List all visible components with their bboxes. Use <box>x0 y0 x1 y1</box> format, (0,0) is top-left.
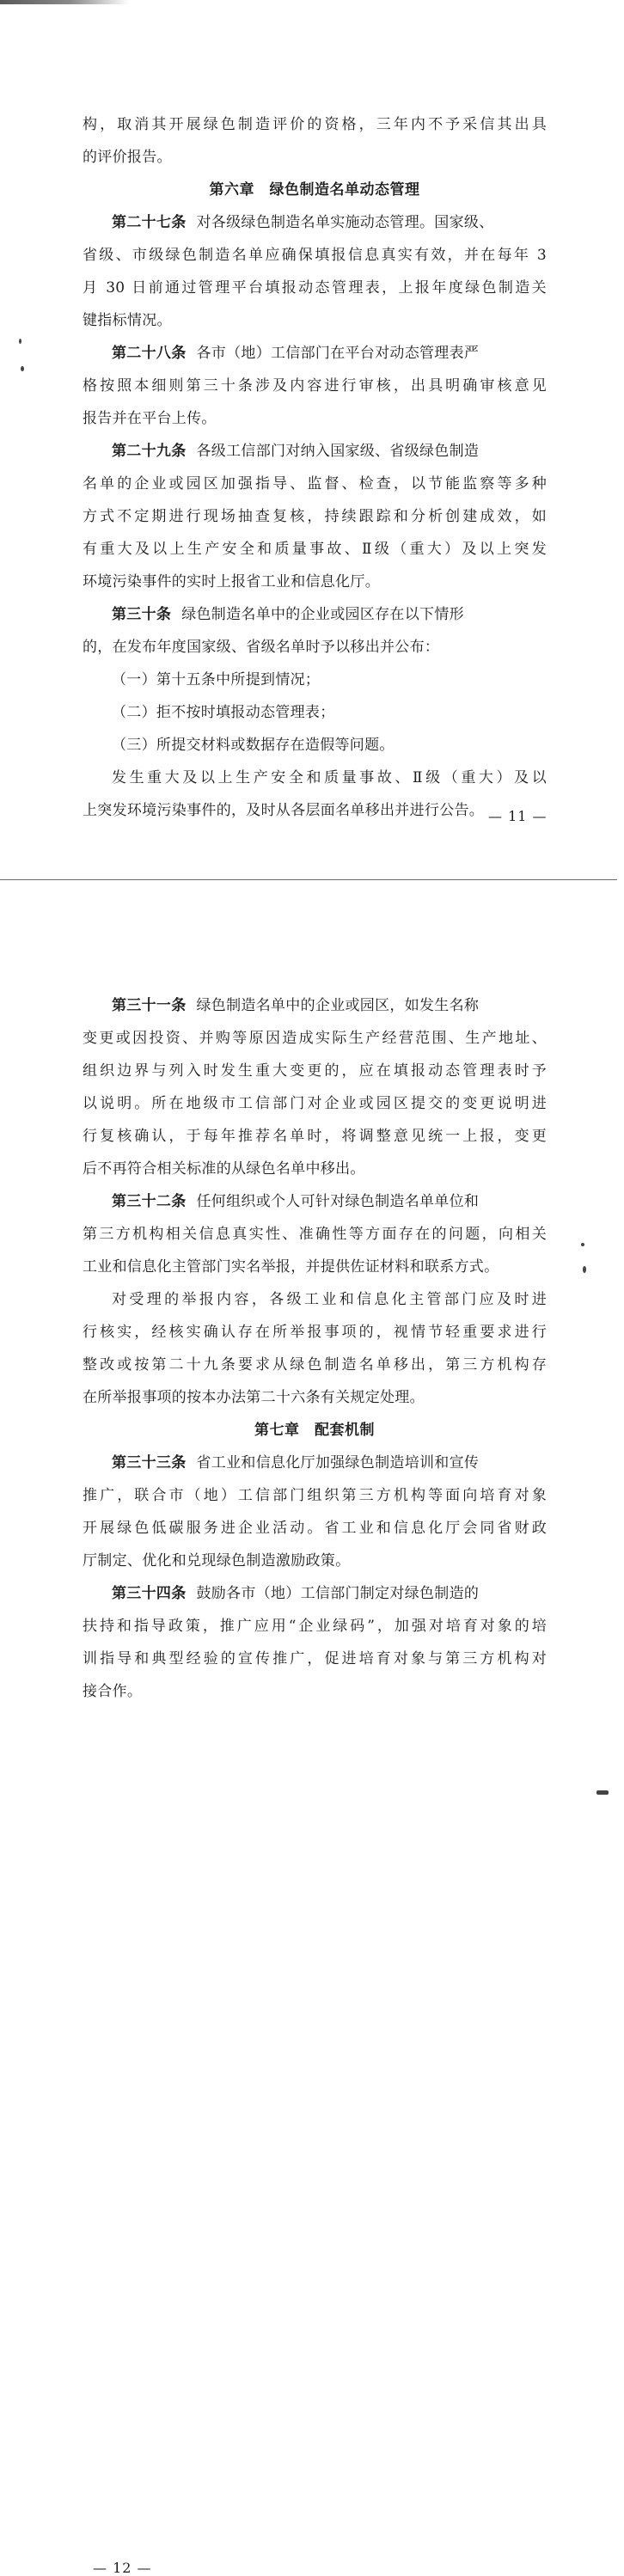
paragraph-line: 以说明。所在地级市工信部门对企业或园区提交的变更说明进 <box>83 1095 547 1112</box>
paragraph-line <box>83 337 547 370</box>
paragraph-line: （三）所提交材料或数据存在造假等问题。 <box>112 737 395 754</box>
article-label: 第三十三条 <box>112 1454 187 1472</box>
paragraph-line: 第三方机构相关信息真实性、准确性等方面存在的问题，向相关 <box>83 1226 547 1243</box>
paragraph-line: 行复核确认，于每年推荐名单时，将调整意见统一上报，变更 <box>83 1128 547 1145</box>
article-text: 省工业和信息化厅加强绿色制造培训和宣传 <box>196 1454 480 1472</box>
article-label: 第二十八条 <box>112 345 187 362</box>
paragraph-line: 厅制定、优化和兑现绿色制造激励政策。 <box>83 1552 351 1569</box>
paragraph-line: 报告并在平台上传。 <box>83 410 217 427</box>
article-text: 绿色制造名单中的企业或园区存在以下情形 <box>181 606 464 623</box>
paragraph-line: 名单的企业或园区加强指导、监督、检查，以节能监察等多种 <box>83 475 547 493</box>
page-number: — 12 — <box>93 2560 152 2576</box>
article-label: 第三十四条 <box>112 1585 187 1602</box>
article-text: 鼓励各市（地）工信部门制定对绿色制造的 <box>196 1585 480 1602</box>
paragraph-line <box>83 206 547 239</box>
paragraph-line: 有重大及以上生产安全和质量事故、Ⅱ级（重大）及以上突发 <box>83 541 547 558</box>
scan-speck <box>583 1266 586 1273</box>
document-page-11 <box>0 0 624 881</box>
paragraph-line: 工业和信息化主管部门实名举报，并提供佐证材料和联系方式。 <box>83 1258 499 1276</box>
page-number: — 11 — <box>488 808 548 824</box>
paragraph-line: 键指标情况。 <box>83 312 172 329</box>
paragraph-line: 的，在发布年度国家级、省级名单时予以移出并公布： <box>83 639 440 656</box>
article-label: 第三十一条 <box>112 997 187 1014</box>
paragraph-line: 月 30 日前通过管理平台填报动态管理表，上报年度绿色制造关 <box>83 279 547 297</box>
paragraph-line: （一）第十五条中所提到情况； <box>112 671 321 688</box>
article-text: 对各级绿色制造名单实施动态管理。国家级、 <box>196 214 494 231</box>
paragraph-line: 组织边界与列入时发生重大变更的，应在填报动态管理表时予 <box>83 1062 547 1080</box>
document-page-12 <box>0 881 624 2576</box>
paragraph-line: 的评价报告。 <box>83 149 172 166</box>
paragraph-line: 整改或按第二十九条要求从绿色制造名单移出，第三方机构存 <box>83 1356 547 1374</box>
paragraph-line: 变更或因投资、并购等原因造成实际生产经营范围、生产地址、 <box>83 1030 547 1047</box>
article-label: 第二十七条 <box>112 214 187 231</box>
paragraph-line: 推广，联合市（地）工信部门组织第三方机构等面向培育对象 <box>83 1487 547 1504</box>
scan-speck <box>596 1790 609 1795</box>
paragraph-line: 在所举报事项的按本办法第二十六条有关规定处理。 <box>83 1389 425 1406</box>
scan-speck <box>581 1243 584 1246</box>
paragraph-line: 接合作。 <box>83 1683 143 1700</box>
article-label: 第二十九条 <box>112 443 187 460</box>
paragraph-line: 环境污染事件的实时上报省工业和信息化厅。 <box>83 573 380 590</box>
paragraph-line: 构，取消其开展绿色制造评价的资格，三年内不予采信其出具 <box>83 116 547 133</box>
paragraph-line <box>83 1447 547 1479</box>
page-11-body <box>83 108 547 827</box>
paragraph-line <box>83 598 547 631</box>
chapter-heading: 第七章 配套机制 <box>254 1422 375 1439</box>
paragraph-line: 发生重大及以上生产安全和质量事故、Ⅱ级（重大）及以 <box>112 769 547 786</box>
article-text: 各市（地）工信部门在平台对动态管理表严 <box>196 345 480 362</box>
page-12-body <box>83 989 547 1708</box>
paragraph-line: 对受理的举报内容，各级工业和信息化主管部门应及时进 <box>112 1291 547 1308</box>
paragraph-line: 开展绿色低碳服务进企业活动。省工业和信息化厅会同省财政 <box>83 1520 547 1537</box>
paragraph-line: 方式不定期进行现场抽查复核，持续跟踪和分析创建成效，如 <box>83 508 547 525</box>
article-text: 任何组织或个人可针对绿色制造名单单位和 <box>196 1193 480 1210</box>
scan-edge-mark <box>0 0 129 4</box>
paragraph-line: 训指导和典型经验的宣传推广，促进培育对象与第三方机构对 <box>83 1650 547 1667</box>
chapter-heading: 第六章 绿色制造名单动态管理 <box>209 181 420 199</box>
paragraph-line: 行核实，经核实确认存在所举报事项的，视情节轻重要求进行 <box>83 1324 547 1341</box>
paragraph-line: 后不再符合相关标准的从绿色名单中移出。 <box>83 1160 365 1178</box>
article-text: 绿色制造名单中的企业或园区，如发生名称 <box>196 997 480 1014</box>
paragraph-line: 格按照本细则第三十条涉及内容进行审核，出具明确审核意见 <box>83 377 547 395</box>
scan-speck <box>19 339 21 344</box>
paragraph-line: 扶持和指导政策，推广应用“企业绿码”，加强对培育对象的培 <box>83 1618 547 1635</box>
paragraph-line <box>83 989 547 1022</box>
article-label: 第三十二条 <box>112 1193 187 1210</box>
scan-speck <box>21 366 24 371</box>
article-text: 各级工信部门对纳入国家级、省级绿色制造 <box>196 443 480 460</box>
paragraph-line: （二）拒不按时填报动态管理表； <box>112 704 335 721</box>
article-label: 第三十条 <box>112 606 172 623</box>
paragraph-line <box>83 1185 547 1218</box>
paragraph-line <box>83 435 547 468</box>
paragraph-line: 上突发环境污染事件的，及时从各层面名单移出并进行公告。 <box>83 802 485 819</box>
paragraph-line <box>83 1577 547 1610</box>
paragraph-line: 省级、市级绿色制造名单应确保填报信息真实有效，并在每年 3 <box>83 247 547 264</box>
page-separator <box>0 879 617 880</box>
